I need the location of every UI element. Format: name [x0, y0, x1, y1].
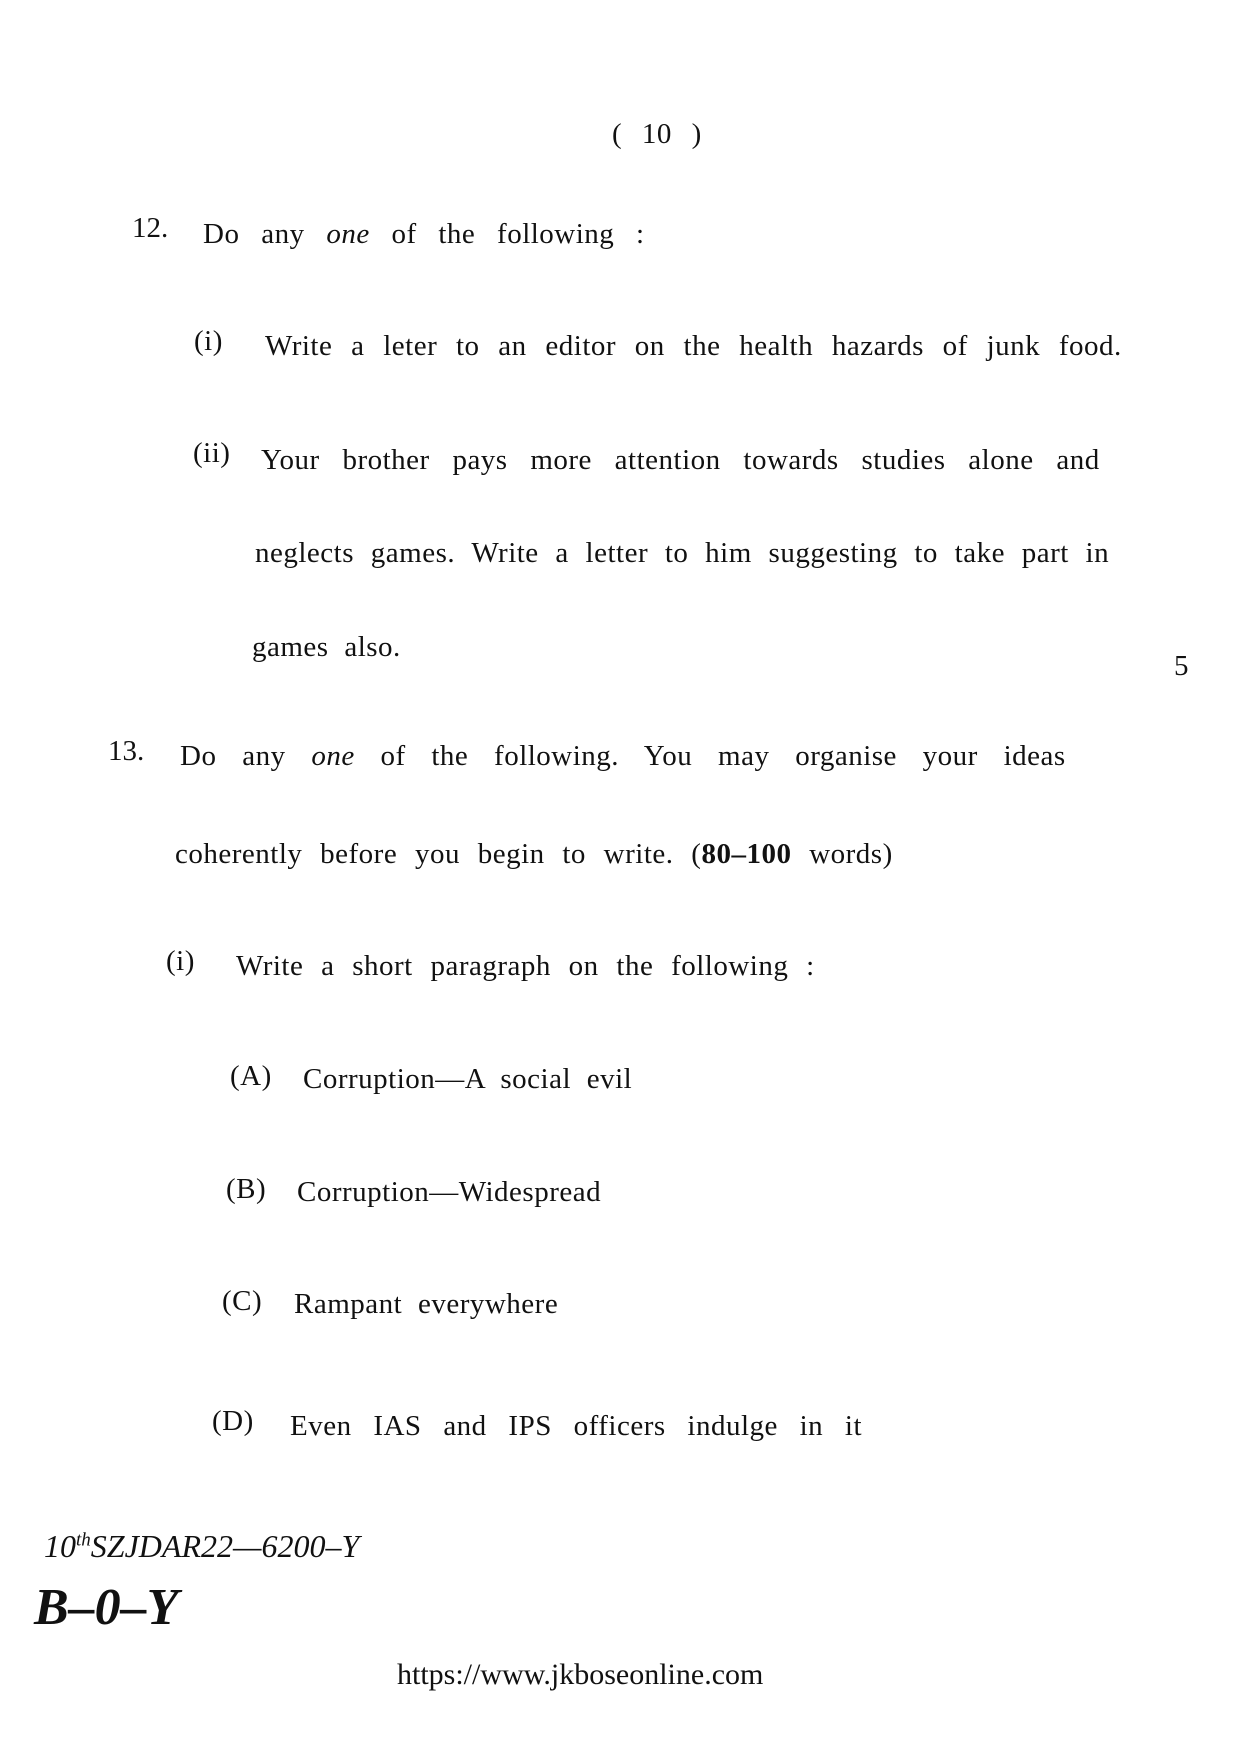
- paper-code-sup: th: [76, 1529, 91, 1551]
- q13-point-label-a: (A): [230, 1060, 272, 1092]
- q12-prompt-pre: Do any: [203, 218, 305, 250]
- q13-point-a-text: Corruption—A social evil: [303, 1063, 633, 1095]
- q13-prompt: [180, 740, 1066, 773]
- q12-option-ii-line3: games also.: [252, 631, 401, 663]
- q13-prompt-pre: Do any: [180, 740, 286, 772]
- q12-option-label-ii: (ii): [193, 437, 231, 469]
- footer-url: https://www.jkboseonline.com: [397, 1658, 764, 1691]
- q13-point-b-text: Corruption—Widespread: [297, 1176, 602, 1208]
- q12-option-ii-line1: Your brother pays more attention towards studies alone and: [261, 444, 1100, 476]
- q12-option-i-text: Write a leter to an editor on the health hazards of junk food.: [265, 330, 1122, 362]
- q12-number: 12.: [132, 212, 169, 244]
- q13-word-limit: 80–100: [701, 838, 792, 870]
- q13-point-label-c: (C): [222, 1285, 263, 1317]
- q13-number: 13.: [108, 735, 145, 767]
- q13-sub-label: (i): [166, 945, 195, 977]
- paper-code-rest: SZJDAR22—6200–Y: [90, 1528, 360, 1564]
- q12-marks: 5: [1174, 650, 1189, 682]
- series-code: B–0–Y: [34, 1579, 179, 1636]
- q13-prompt-post: of the following. You may organise your ideas: [380, 740, 1066, 772]
- q12-option-label-i: (i): [194, 325, 223, 357]
- q12-prompt-emphasis: one: [326, 218, 370, 250]
- q13-line2-pre: coherently before you begin to write. (: [175, 838, 702, 870]
- q13-prompt-emphasis: one: [311, 740, 355, 772]
- q13-line2-post: words): [791, 838, 893, 870]
- paper-code: [44, 1528, 359, 1565]
- q12-option-ii-line2: neglects games. Write a letter to him suggesting to take part in: [255, 537, 1110, 569]
- q13-point-label-d: (D): [212, 1405, 254, 1437]
- q13-sub-text: Write a short paragraph on the following :: [236, 950, 815, 982]
- page-number: ( 10 ): [612, 118, 702, 150]
- q13-prompt-line2: [175, 838, 893, 871]
- q13-point-label-b: (B): [226, 1173, 267, 1205]
- paper-code-prefix: 10: [44, 1528, 76, 1564]
- q12-prompt-post: of the following :: [391, 218, 645, 250]
- q13-point-d-text: Even IAS and IPS officers indulge in it: [290, 1410, 863, 1442]
- q13-point-c-text: Rampant everywhere: [294, 1288, 559, 1320]
- q12-prompt: [203, 218, 645, 251]
